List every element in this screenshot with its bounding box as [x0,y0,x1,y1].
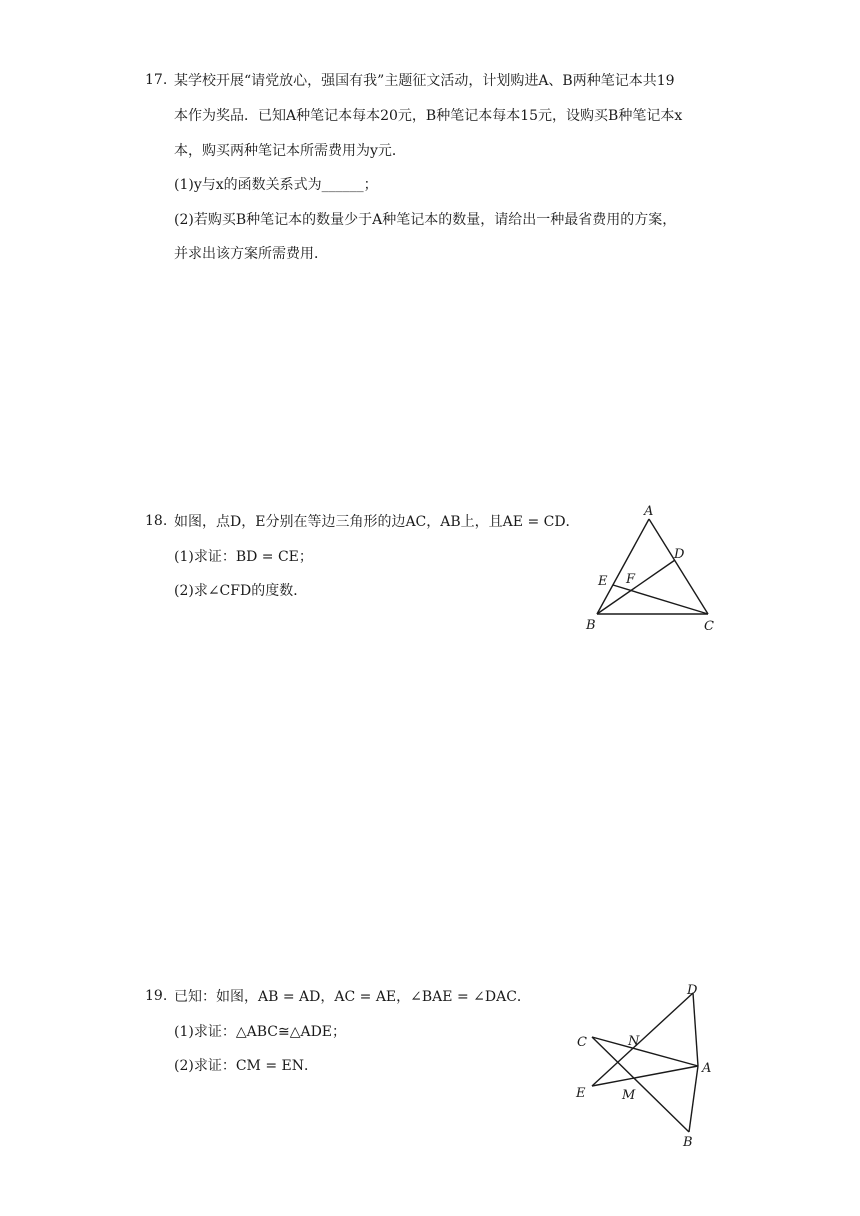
question-text-line: 某学校开展“请党放心，强国有我”主题征文活动，计划购进A、B两种笔记本共19 [174,73,675,89]
label-E: E [576,1086,586,1101]
segment-AC [649,519,708,614]
segment-CE [613,585,708,614]
label-N: N [628,1034,640,1049]
question-text-line: 并求出该方案所需费用． [174,246,328,262]
label-B: B [586,618,596,633]
sub-question-1: (1)求证：BD = CE； [174,549,313,565]
sub-question-2: (2)求证：CM = EN． [174,1058,318,1074]
segment-AB [597,519,649,614]
triangle-figure-18 [580,505,730,640]
question-text-line: 已知：如图，AB = AD，AC = AE，∠BAE = ∠DAC． [174,989,531,1005]
sub-question-1: (1)y与x的函数关系式为______； [174,177,378,193]
question-19 [145,988,585,1088]
label-M: M [622,1088,636,1103]
segment-AD [693,993,698,1066]
label-A: A [644,505,654,519]
label-C: C [577,1035,587,1050]
question-number: 18. [145,513,168,529]
sub-question-2: (2)求∠CFD的度数． [174,583,308,599]
label-E: E [598,574,608,589]
segment-CB [592,1037,689,1132]
segment-ED [592,993,693,1086]
question-17 [145,72,745,272]
question-18 [145,513,585,613]
question-text-line: 如图，点D，E分别在等边三角形的边AC，AB上，且AE = CD． [174,514,580,530]
question-number: 17. [145,72,168,88]
segment-BD [597,560,675,614]
segment-AC [592,1037,698,1066]
segment-AB [689,1066,698,1132]
label-D: D [674,547,685,562]
label-C: C [704,619,714,634]
question-text-line: 本作为奖品．已知A种笔记本每本20元，B种笔记本每本15元，设购买B种笔记本x [174,108,683,124]
triangle-figure-19 [565,980,725,1152]
question-number: 19. [145,988,168,1004]
label-B: B [683,1135,693,1150]
label-F: F [626,572,636,587]
label-A: A [702,1061,712,1076]
label-D: D [687,983,698,998]
question-text-line: 本，购买两种笔记本所需费用为y元． [174,143,406,159]
sub-question-2: (2)若购买B种笔记本的数量少于A种笔记本的数量，请给出一种最省费用的方案， [174,212,677,228]
sub-question-1: (1)求证：△ABC≅△ADE； [174,1024,347,1040]
segment-AE [592,1066,698,1086]
